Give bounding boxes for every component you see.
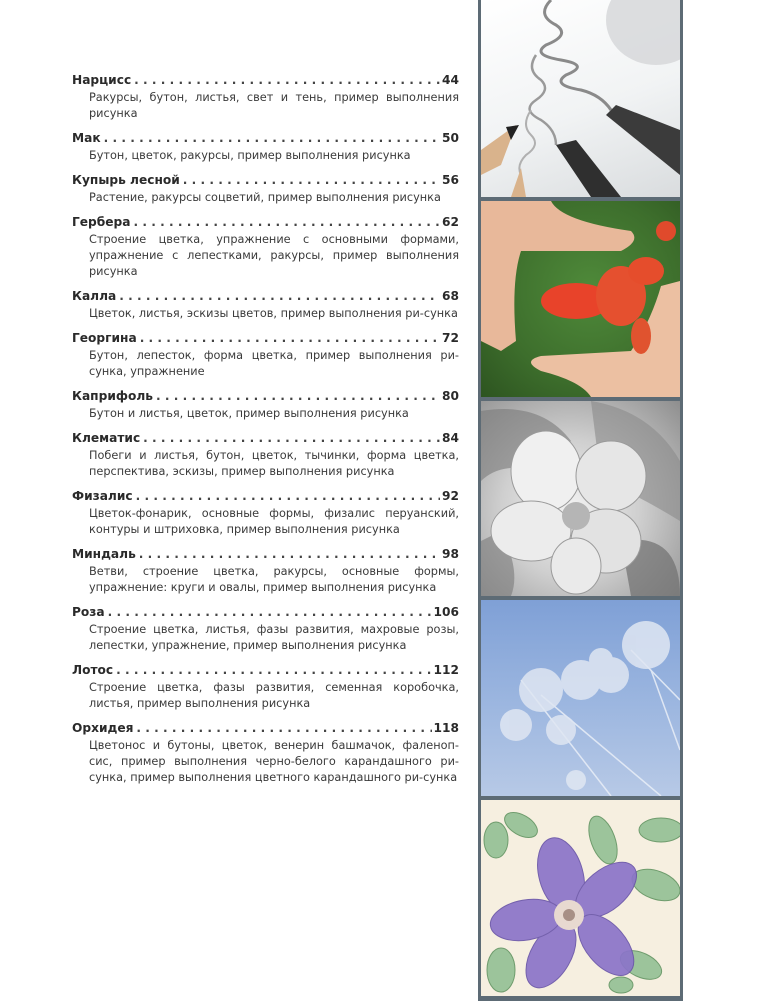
toc-entry-description: Растение, ракурсы соцветий, пример выполнения рисунка [89,191,441,204]
toc-page-number[interactable]: 50 [442,131,459,145]
toc-entry-title[interactable]: Каприфоль [72,389,153,403]
toc-entry [72,660,459,712]
toc-entry-title[interactable]: Георгина [72,331,137,345]
toc-page-number[interactable]: 98 [442,547,459,561]
toc-entry-description: Ракурсы, бутон, листья, свет и тень, пример выполнения рисунка [89,91,459,120]
toc-entry-title[interactable]: Гербера [72,215,131,229]
toc-entry-title[interactable]: Физалис [72,489,133,503]
toc-entry [72,70,459,122]
toc-entry-title[interactable]: Нарцисс [72,73,132,87]
dot-leader [119,286,440,306]
toc-entry-title[interactable]: Лотос [72,663,114,677]
toc-entry [72,170,459,206]
toc-entry-description: Бутон и листья, цветок, пример выполнения рисунка [89,407,409,420]
toc-page-number[interactable]: 106 [433,605,459,619]
toc-page-number[interactable]: 112 [433,663,459,677]
dot-leader [108,602,432,622]
toc-entry [72,328,459,380]
toc-entry [72,386,459,422]
dot-leader [136,486,440,506]
toc-entry-description: Бутон, лепесток, форма цветка, пример выполнения ри-сунка, упражнение [89,349,459,378]
purple-clematis-watercolor-image [481,800,680,996]
dot-leader [133,212,440,232]
toc-page-number[interactable]: 68 [442,289,459,303]
poppy-hands-frame-image [481,201,680,397]
dot-leader [134,70,440,90]
dot-leader [143,428,440,448]
pencils-scribbles-image [481,0,680,197]
dot-leader [104,128,440,148]
toc-entry-description: Бутон, цветок, ракурсы, пример выполнения рисунка [89,149,411,162]
toc-entry-description: Строение цветка, листья, фазы развития, махровые розы, лепестки, упражнение, пример выполнения рисунка [89,623,459,652]
toc-page-number[interactable]: 84 [442,431,459,445]
toc-entry-description: Строение цветка, фазы развития, семенная коробочка, листья, пример выполнения рисунка [89,681,459,710]
toc-entry-title[interactable]: Орхидея [72,721,134,735]
toc-entry-title[interactable]: Купырь лесной [72,173,180,187]
toc-entry [72,602,459,654]
toc-entry [72,544,459,596]
toc-page-number[interactable]: 62 [442,215,459,229]
toc-entry-title[interactable]: Миндаль [72,547,136,561]
toc-entry-title[interactable]: Клематис [72,431,141,445]
dot-leader [140,328,440,348]
dot-leader [136,718,431,738]
toc-entry [72,718,459,786]
toc-entry [72,212,459,280]
toc-entry-description: Цветок-фонарик, основные формы, физалис перуанский, контуры и штриховка, пример выполнения рисунка [89,507,459,536]
toc-page-number[interactable]: 118 [433,721,459,735]
frosted-umbel-image [481,600,680,796]
toc-entry-description: Цветонос и бутоны, цветок, венерин башмачок, фаленоп-сис, пример выполнения черно-белого карандашного ри-сунка, пример выполнения цветного карандашного ри-сунка [89,739,459,784]
toc-page-number[interactable]: 72 [442,331,459,345]
toc-entry-description: Строение цветка, упражнение с основными формами, упражнение с лепестками, ракурсы, пример выполнения рисунка [89,233,459,278]
toc-page-number[interactable]: 80 [442,389,459,403]
dot-leader [116,660,431,680]
toc-page-number[interactable]: 56 [442,173,459,187]
toc-entry [72,486,459,538]
graphite-flower-drawing-image [481,401,680,596]
toc-entry [72,428,459,480]
toc-page-number[interactable]: 92 [442,489,459,503]
toc-page-number[interactable]: 44 [442,73,459,87]
toc-entry-description: Побеги и листья, бутон, цветок, тычинки, форма цветка, перспектива, эскизы, пример выполнения рисунка [89,449,459,478]
toc-entry [72,128,459,164]
toc-entry-title[interactable]: Калла [72,289,117,303]
table-of-contents [72,70,459,792]
toc-entry-title[interactable]: Роза [72,605,105,619]
toc-entry-title[interactable]: Мак [72,131,101,145]
toc-entry-description: Цветок, листья, эскизы цветов, пример выполнения ри-сунка [89,307,458,320]
dot-leader [139,544,440,564]
frame-border [478,997,683,1001]
dot-leader [156,386,440,406]
toc-entry-description: Ветви, строение цветка, ракурсы, основные формы, упражнение: круги и овалы, пример выполнения рисунка [89,565,459,594]
illustration-strip [478,0,683,1001]
toc-entry [72,286,459,322]
dot-leader [183,170,440,190]
